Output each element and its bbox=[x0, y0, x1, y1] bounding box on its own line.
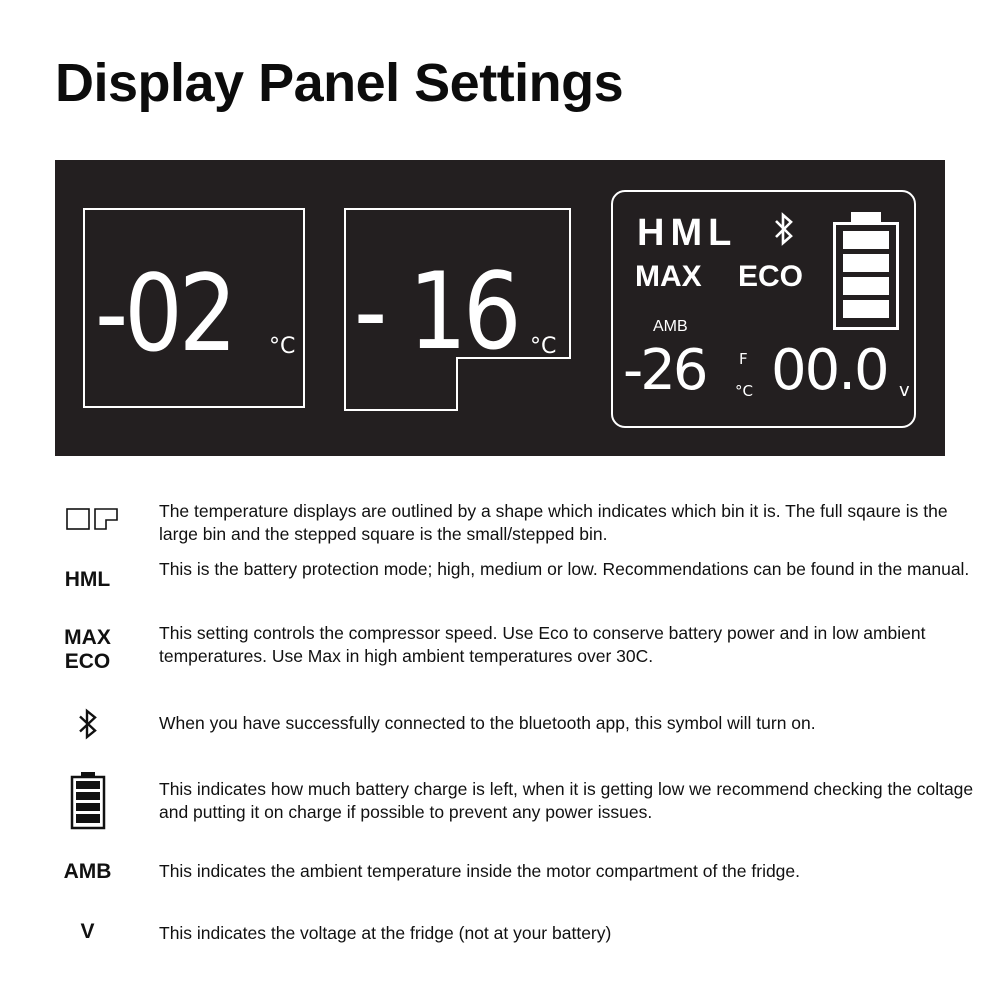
small-bin-temperature: - 16 bbox=[354, 250, 518, 374]
battery-icon bbox=[40, 770, 135, 836]
bluetooth-icon bbox=[773, 212, 795, 251]
large-bin-temperature: -02 bbox=[95, 252, 234, 376]
voltage-unit: v bbox=[899, 380, 910, 401]
bin-shapes-icon bbox=[40, 506, 135, 538]
small-bin-unit: °C bbox=[530, 334, 557, 359]
voltage-label: V bbox=[80, 920, 95, 943]
page-title: Display Panel Settings bbox=[55, 53, 624, 113]
max-eco-label: MAX ECO bbox=[64, 626, 111, 673]
legend-text-amb: This indicates the ambient temperature inside the motor compartment of the fridge. bbox=[159, 861, 801, 881]
display-panel bbox=[55, 160, 945, 456]
ambient-label: AMB bbox=[653, 318, 688, 335]
legend-text-bin-shapes: The temperature displays are outlined by a shape which indicates which bin it is. The full sqaure is the large bin and the stepped square is the small/stepped bin. bbox=[159, 501, 948, 544]
fahrenheit-unit: F bbox=[739, 350, 748, 368]
legend-text-voltage: This indicates the voltage at the fridge (not at your battery) bbox=[159, 923, 612, 943]
bluetooth-icon bbox=[40, 708, 135, 746]
amb-label: AMB bbox=[63, 860, 112, 883]
eco-mode-label: ECO bbox=[738, 260, 804, 293]
voltage-reading: 00.0 bbox=[771, 338, 888, 403]
legend-text-hml: This is the battery protection mode; high, medium or low. Recommendations can be found in the manual. bbox=[159, 559, 970, 579]
battery-cap bbox=[851, 212, 881, 222]
celsius-unit: °C bbox=[735, 382, 753, 400]
hml-label: HML bbox=[64, 568, 111, 591]
large-bin-unit: °C bbox=[269, 334, 296, 359]
status-lcd bbox=[611, 190, 916, 428]
legend-text-bluetooth: When you have successfully connected to the bluetooth app, this symbol will turn on. bbox=[159, 713, 816, 733]
battery-level-icon bbox=[833, 222, 899, 330]
protection-mode: HML bbox=[637, 212, 738, 254]
max-mode-label: MAX bbox=[635, 260, 702, 293]
legend-text-battery: This indicates how much battery charge is left, when it is getting low we recommend checking the coltage and putting it on charge if possible to prevent any power issues. bbox=[159, 779, 974, 822]
large-bin-display bbox=[83, 208, 305, 408]
small-bin-display bbox=[344, 208, 572, 412]
legend-text-max-eco: This setting controls the compressor speed. Use Eco to conserve battery power and in low ambient temperatures. Use Max in high ambient temperatures over 30C. bbox=[159, 623, 926, 666]
ambient-temperature: -26 bbox=[623, 338, 706, 403]
